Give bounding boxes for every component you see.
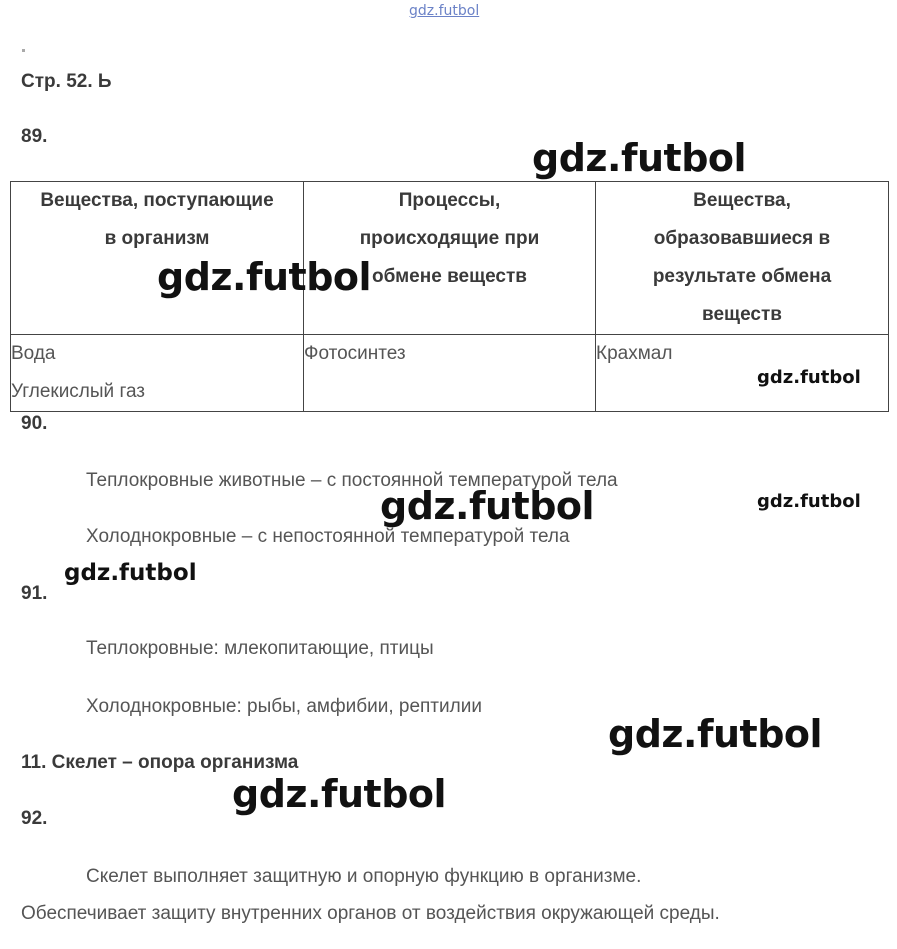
header-incoming-substances: Вещества, поступающие в организм xyxy=(11,182,304,335)
page-heading: Стр. 52. Ь xyxy=(21,71,112,92)
task-92-number: 92. xyxy=(21,808,48,829)
task-90-line-2: Холоднокровные – с непостоянной температурой тела xyxy=(86,526,570,547)
task-91-line-2: Холоднокровные: рыбы, амфибии, рептилии xyxy=(86,696,482,717)
watermark: gdz.futbol xyxy=(157,255,372,299)
table-header-row xyxy=(11,182,889,335)
cell-result: Крахмал xyxy=(596,335,889,412)
task-92-line-1: Скелет выполняет защитную и опорную функцию в организме. xyxy=(86,866,642,887)
task-89-number: 89. xyxy=(21,126,48,147)
watermark: gdz.futbol xyxy=(64,560,197,586)
task-91-line-1: Теплокровные: млекопитающие, птицы xyxy=(86,638,434,659)
task-92-line-2: Обеспечивает защиту внутренних органов от воздействия окружающей среды. xyxy=(21,903,720,924)
task-90-number: 90. xyxy=(21,413,48,434)
watermark: gdz.futbol xyxy=(532,136,747,180)
stray-dot xyxy=(22,49,25,52)
task-90-line-1: Теплокровные животные – с постоянной температурой тела xyxy=(86,470,618,491)
task-91-number: 91. xyxy=(21,583,48,604)
watermark: gdz.futbol xyxy=(380,484,595,528)
header-resulting-substances: Вещества, образовавшиеся в результате обмена веществ xyxy=(596,182,889,335)
section-11-title: 11. Скелет – опора организма xyxy=(21,752,299,773)
watermark: gdz.futbol xyxy=(757,367,861,388)
cell-incoming: Вода Углекислый газ xyxy=(11,335,304,412)
watermark: gdz.futbol xyxy=(232,772,447,816)
watermark-top[interactable]: gdz.futbol xyxy=(409,3,480,19)
watermark: gdz.futbol xyxy=(757,491,861,512)
header-processes: Процессы, происходящие при обмене веществ xyxy=(304,182,596,335)
watermark: gdz.futbol xyxy=(608,712,823,756)
cell-process: Фотосинтез xyxy=(304,335,596,412)
